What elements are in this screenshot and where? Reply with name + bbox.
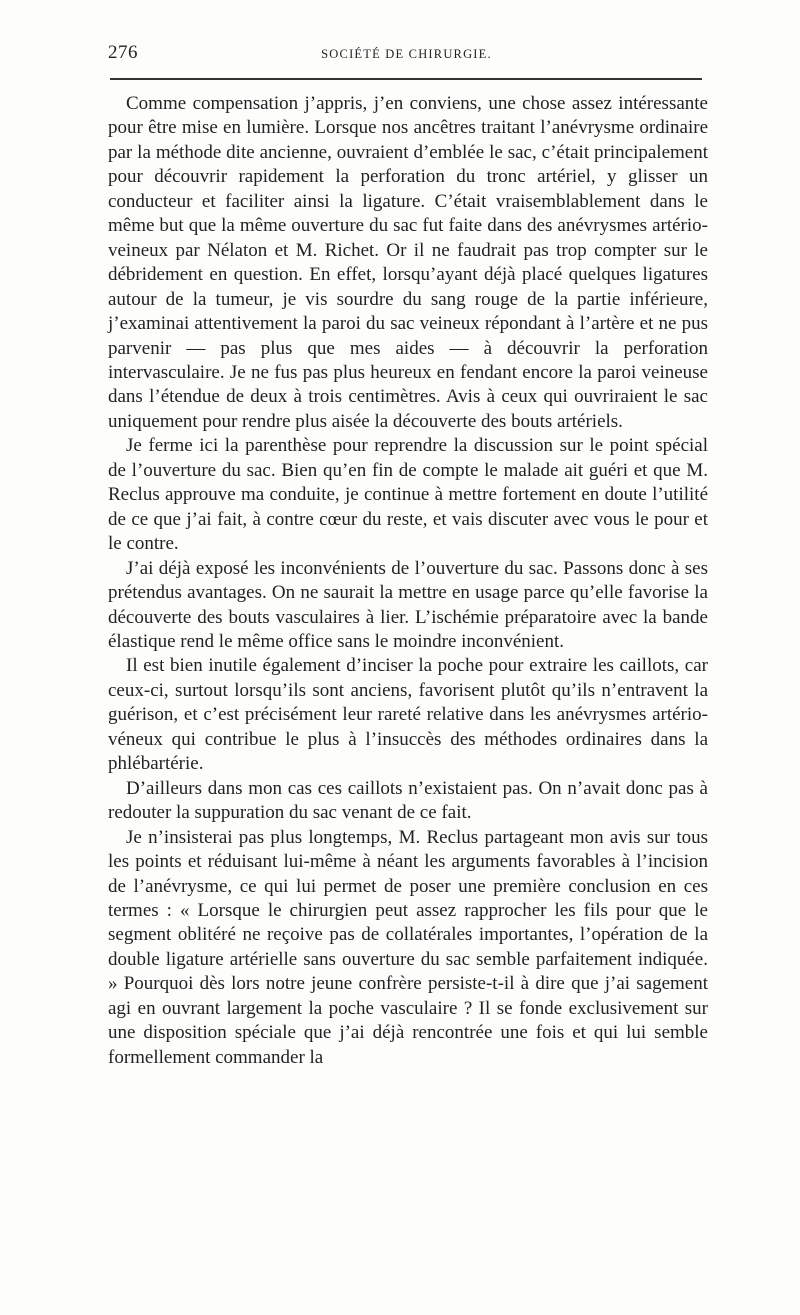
paragraph: Je ferme ici la parenthèse pour reprendre la discussion sur le point spécial de l’ouverture du sac. Bien qu’en fin de compte le malade ait guéri et que M. Reclus approuve ma conduite, je continue à mettre fortement en doute l’utilité de ce que j’ai fait, à contre cœur du reste, et vais discuter avec vous le pour et le contre. [108,435,708,555]
paragraph: Je n’insisterai pas plus longtemps, M. Reclus partageant mon avis sur tous les points et réduisant lui-même à néant les arguments favorables à l’incision de l’anévrysme, ce qui lui permet de poser une première conclusion en ces termes : « Lorsque le chirurgien peut assez rapprocher les fils pour que le segment oblitéré ne reçoive pas de collatérales importantes, l’opération de la double ligature artérielle sans ouverture du sac semble parfaitement indiquée. » Pourquoi dès lors notre jeune confrère persiste-t-il à dire que j’ai sagement agi en ouvrant largement la poche vasculaire ? Il se fonde exclusivement sur une disposition spéciale que j’ai déjà rencontrée une fois et qui lui semble formellement commander la [108,826,708,1068]
header-rule [110,78,702,80]
body-text [108,92,708,1070]
page-header [108,42,705,72]
paragraph: Il est bien inutile également d’inciser la poche pour extraire les caillots, car ceux-ci, surtout lorsqu’ils sont anciens, favorisent plutôt qu’ils n’entravent la guérison, et c’est précisément leur rareté relative dans les anévrysmes artério-véneux qui contribue le plus à l’insuccès des méthodes ordinaires dans la phlébartérie. [108,655,708,775]
paragraph: Comme compensation j’appris, j’en conviens, une chose assez intéressante pour être mise en lumière. Lorsque nos ancêtres traitant l’anévrysme ordinaire par la méthode dite ancienne, ouvraient d’emblée le sac, c’était principalement pour découvrir rapidement la perforation du tronc artériel, y glisser un conducteur et faciliter ainsi la ligature. C’était vraisemblablement dans le même but que la même ouverture du sac fut faite dans des anévrysmes artério-veineux par Nélaton et M. Richet. Or il ne faudrait pas trop compter sur le débridement en question. En effet, lorsqu’ayant déjà placé quelques ligatures autour de la tumeur, je vis sourdre du sang rouge de la partie inférieure, j’examinai attentivement la paroi du sac veineux répondant à l’artère et ne pus parvenir — pas plus que mes aides — à découvrir la perforation intervasculaire. Je ne fus pas plus heureux en fendant encore la paroi veineuse dans l’étendue de deux à trois centimètres. Avis à ceux qui ouvriraient le sac uniquement pour rendre plus aisée la découverte des bouts artériels. [108,93,708,432]
paragraph: J’ai déjà exposé les inconvénients de l’ouverture du sac. Passons donc à ses prétendus avantages. On ne saurait la mettre en usage parce qu’elle favorise la découverte des bouts vasculaires à lier. L’ischémie préparatoire avec la bande élastique rend le même office sans le moindre inconvénient. [108,557,708,652]
paragraph: D’ailleurs dans mon cas ces caillots n’existaient pas. On n’avait donc pas à redouter la suppuration du sac venant de ce fait. [108,777,708,824]
page-number: 276 [108,42,138,63]
running-head: SOCIÉTÉ DE CHIRURGIE. [321,47,492,61]
